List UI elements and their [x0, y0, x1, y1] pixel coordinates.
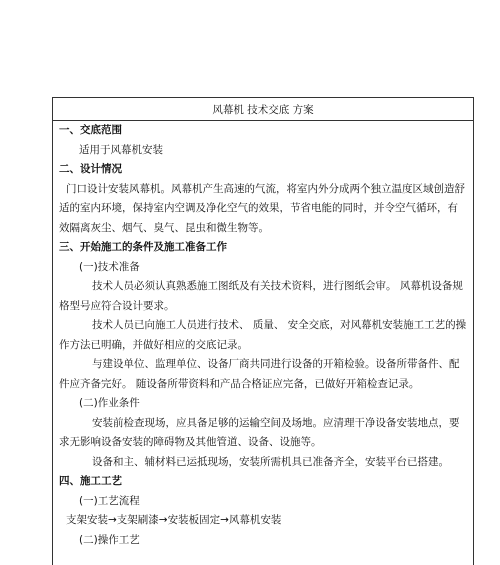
body-paragraph: 技术人员必须认真熟悉施工图纸及有关技术资料，进行图纸会审。 风幕机设备规格型号应符合设计要求。 [59, 280, 463, 312]
subsection-heading: (一)技术准备 [79, 260, 140, 273]
document-title-text: 风幕机 技术交底 方案 [212, 103, 314, 116]
document-body [53, 121, 473, 550]
body-paragraph: 门口设计安装风幕机。风幕机产生高速的气流，将室内外分成两个独立温度区域创造舒适的室内环境，保持室内空调及净化空气的效果，节省电能的同时，并令空气循环，有效隔离灰尘、烟气、臭气、昆虫和微生物等。 [59, 182, 465, 234]
subsection-heading: (二)操作工艺 [79, 533, 140, 546]
document-sheet [52, 97, 474, 565]
section-heading: 四、施工工艺 [59, 475, 122, 487]
body-paragraph: 技术人员已向施工人员进行技术、 质量、 安全交底，对风幕机安装施工工艺的操作方法已明确，并做好相应的交底记录。 [59, 319, 467, 351]
section-heading: 三、开始施工的条件及施工准备工作 [59, 241, 227, 253]
body-paragraph: 安装前检查现场，应具备足够的运输空间及场地。应清理干净设备安装地点，要求无影响设备安装的障碍物及其他管道、设备、设施等。 [59, 416, 460, 448]
body-paragraph: 与建设单位、监理单位、设备厂商共同进行设备的开箱检验。设备所带备件、配件应齐备完好。 随设备所带资料和产品合格证应完备，已做好开箱检查记录。 [59, 358, 460, 390]
body-paragraph: 设备和主、辅材料已运抵现场，安装所需机具已准备齐全，安装平台已搭建。 [92, 455, 449, 468]
subsection-heading: (二)作业条件 [79, 397, 140, 409]
process-flow-line: 支架安装→支架刷漆→安装板固定→风幕机安装 [66, 514, 282, 526]
body-line: 适用于风幕机安装 [79, 143, 163, 156]
section-heading: 二、设计情况 [59, 163, 122, 175]
subsection-heading: (一)工艺流程 [79, 494, 140, 507]
document-title [53, 98, 473, 121]
section-heading: 一、交底范围 [59, 124, 122, 136]
